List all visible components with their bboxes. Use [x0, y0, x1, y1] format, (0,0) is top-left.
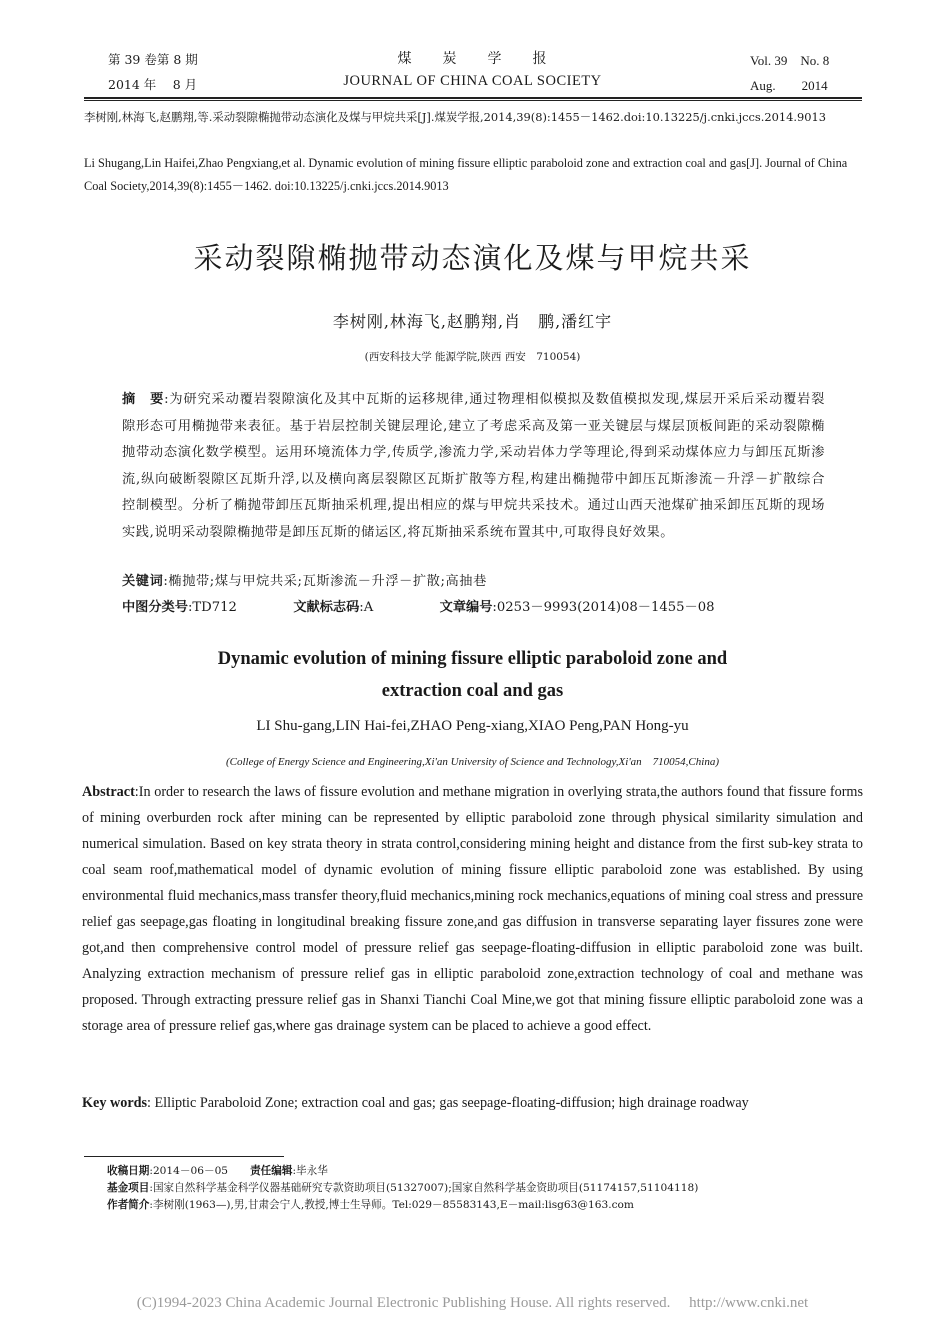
- article-number-label: 文章编号: [439, 600, 493, 615]
- header-date-cn: 2014 年 8 月: [108, 77, 198, 92]
- footnote-rule: [84, 1156, 284, 1157]
- affiliation-cn: (西安科技大学 能源学院,陕西 西安 710054): [364, 351, 581, 363]
- abstract-en-label: Abstract: [82, 784, 135, 800]
- clc-label: 中图分类号: [122, 600, 188, 615]
- editor-name: :毕永华: [292, 1165, 328, 1177]
- title-en-line2: extraction coal and gas: [381, 681, 564, 701]
- copyright-watermark: (C)1994-2023 China Academic Journal Electronic Publishing House. All rights reserved. http://www.cnki.net: [136, 1295, 809, 1311]
- keywords-cn-text: :椭抛带;煤与甲烷共采;瓦斯渗流－升浮－扩散;高抽巷: [163, 574, 487, 589]
- clc-value: :TD712: [187, 600, 237, 615]
- abstract-cn-text: :为研究采动覆岩裂隙演化及其中瓦斯的运移规律,通过物理相似模拟及数值模拟发现,煤层开采后采动覆岩裂隙形态可用椭抛带来表征。基于岩层控制关键层理论,建立了考虑采高及第一亚关键层与煤层顶板间距的采动裂隙椭抛带动态演化数学模型。运用环境流体力学,传质学,渗流力学,采动岩体力学等理论,得到采动煤体应力与卸压瓦斯渗流,纵向破断裂隙区瓦斯升浮,以及横向离层裂隙区瓦斯扩散等方程,构建出椭抛带中卸压瓦斯渗流－升浮－扩散综合控制模型。分析了椭抛带卸压瓦斯抽采机理,提出相应的煤与甲烷共采技术。通过山西天池煤矿抽采卸压瓦斯的现场实践,说明采动裂隙椭抛带是卸压瓦斯的储运区,将瓦斯抽采系统布置其中,可取得良好效果。: [122, 392, 825, 540]
- header-volume-en: Vol. 39 No. 8: [750, 53, 830, 68]
- citation-cn: 李树刚,林海飞,赵鹏翔,等.采动裂隙椭抛带动态演化及煤与甲烷共采[J].煤炭学报,2014,39(8):1455－1462.doi:10.13225/j.cnki.jccs.2014.9013: [84, 110, 826, 124]
- header-rule-top: [84, 97, 862, 99]
- abstract-en-text: :In order to research the laws of fissure evolution and methane migration in overlying strata,the authors found that fissure forms of mining overburden rock after mining can be represented by elliptic paraboloid zone through physical similarity simulation and numerical simulation. Based on key strata theory in strata control,considering mining height and distance from the first sub-key strata to coal seam roof,mathematical model of dynamic evolution of mining fissure elliptic paraboloid zone was established. By using environmental fluid mechanics,mass transfer theory,fluid mechanics,mining rock mechanics,equations of mining coal stress and pressure relief gas seepage,gas floating in longitudinal breaking fissure zone,and gas diffusion in transverse separating layer fissures zone were got,and then comprehensive control model of pressure relief gas seepage-floating-diffusion in elliptic paraboloid zone was built. Analyzing extraction mechanism of pressure relief gas in elliptic paraboloid zone,extraction technology of coal and methane was proposed. Through extracting pressure relief gas in Shanxi Tianchi Coal Mine,we got that mining fissure elliptic paraboloid zone was a storage area of pressure relief gas,where gas drainage system can be placed to achieve a good effect.: [82, 784, 863, 1034]
- keywords-cn-label: 关键词: [122, 574, 164, 589]
- header-rule-bottom: [84, 100, 862, 101]
- header-volume-cn: 第 39 卷第 8 期: [108, 52, 198, 67]
- footnote-author: [107, 1197, 867, 1214]
- citation-en: Li Shugang,Lin Haifei,Zhao Pengxiang,et al. Dynamic evolution of mining fissure elliptic paraboloid zone and extraction coal and gas[J]. Journal of China Coal Society,2014,39(8):1455－1462. doi:10.13225/j.cnki.jccs.2014.9013: [84, 156, 848, 193]
- footnote-received: [107, 1163, 867, 1180]
- received-date: :2014－06－05: [149, 1165, 229, 1177]
- affiliation-en: (College of Energy Science and Engineering,Xi'an University of Science and Technology,Xi'an 710054,China): [226, 756, 719, 768]
- classification-row: [122, 596, 825, 615]
- editor-label: 责任编辑: [250, 1165, 293, 1177]
- abstract-cn-label: 摘 要: [122, 392, 165, 407]
- author-bio-text: :李树刚(1963—),男,甘肃会宁人,教授,博士生导师。Tel:029－85583143,E－mail:lisg63@163.com: [149, 1199, 634, 1211]
- author-bio-label: 作者简介: [107, 1199, 150, 1211]
- title-en-line1: Dynamic evolution of mining fissure elliptic paraboloid zone and: [217, 649, 728, 669]
- footnote-fund: [107, 1180, 867, 1197]
- authors-en: LI Shu-gang,LIN Hai-fei,ZHAO Peng-xiang,XIAO Peng,PAN Hong-yu: [256, 718, 689, 734]
- header-journal-en: JOURNAL OF CHINA COAL SOCIETY: [343, 73, 602, 89]
- abstract-en: [82, 779, 863, 1039]
- keywords-en-label: Key words: [82, 1095, 148, 1111]
- doc-code-label: 文献标志码: [293, 600, 360, 615]
- abstract-cn: [122, 387, 825, 546]
- article-number-value: :0253－9993(2014)08－1455－08: [492, 600, 715, 615]
- title-cn: 采动裂隙椭抛带动态演化及煤与甲烷共采: [193, 241, 752, 275]
- header-journal-cn: 煤 炭 学 报: [397, 51, 548, 67]
- doc-code-value: :A: [359, 600, 374, 615]
- fund-text: :国家自然科学基金科学仪器基础研究专款资助项目(51327007);国家自然科学基金资助项目(51174157,51104118): [149, 1182, 699, 1194]
- keywords-cn: [122, 569, 825, 596]
- keywords-en-text: : Elliptic Paraboloid Zone; extraction coal and gas; gas seepage-floating-diffusion; high drainage roadway: [147, 1095, 749, 1111]
- keywords-en: [82, 1090, 863, 1116]
- authors-cn: 李树刚,林海飞,赵鹏翔,肖 鹏,潘红宇: [332, 312, 613, 331]
- fund-label: 基金项目: [107, 1182, 150, 1194]
- received-label: 收稿日期: [107, 1165, 150, 1177]
- header-date-en: Aug. 2014: [750, 78, 828, 93]
